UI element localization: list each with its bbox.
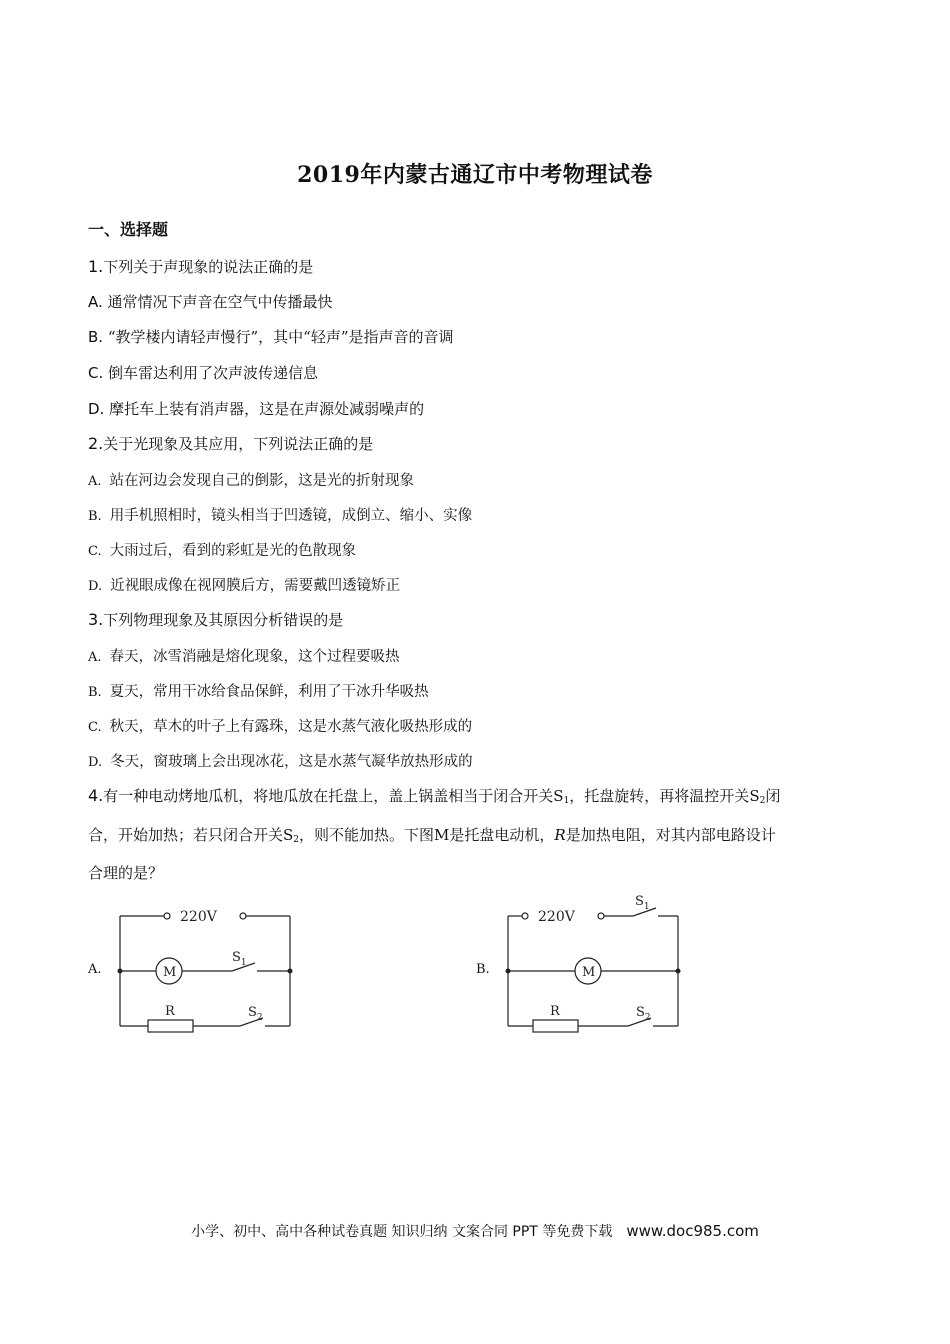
q3-option-b[interactable] <box>88 680 429 701</box>
option-text: 倒车雷达利用了次声波传递信息 <box>108 364 319 382</box>
switch-symbol: S <box>283 826 294 844</box>
question-text: ，则不能加热。下图 <box>299 826 435 844</box>
option-text: 站在河边会发现自己的倒影，这是光的折射现象 <box>109 473 415 489</box>
question-4-stem-line-2 <box>88 824 776 845</box>
section-heading: 一、选择题 <box>88 220 169 239</box>
option-label: D. <box>88 755 103 770</box>
resistor-label: R <box>165 1004 175 1019</box>
question-number: 4. <box>88 786 104 805</box>
question-number: 3. <box>88 610 104 629</box>
question-2-stem <box>88 433 373 454</box>
option-text: 近视眼成像在视网膜后方，需要戴凹透镜矫正 <box>110 578 401 594</box>
option-text: 夏天，常用干冰给食品保鲜，利用了干冰升华吸热 <box>109 684 429 700</box>
option-text: 冬天，窗玻璃上会出现冰花，这是水蒸气凝华放热形成的 <box>110 754 473 770</box>
question-text: ，托盘旋转，再将温控开关 <box>569 787 750 805</box>
motor-label: M <box>163 965 177 980</box>
footer-link[interactable]: www.doc985.com <box>626 1222 759 1240</box>
q1-option-a[interactable] <box>88 291 333 312</box>
question-text: 是托盘电动机， <box>449 826 555 844</box>
option-label: B. <box>88 328 104 346</box>
q3-option-a[interactable] <box>88 645 400 666</box>
switch-s1-label: $S_1$ <box>635 894 650 912</box>
voltage-label: 220V <box>180 909 217 925</box>
option-text: 摩托车上装有消声器，这是在声源处减弱噪声的 <box>109 400 425 418</box>
switch-s2-label: $S_2$ <box>636 1005 651 1023</box>
motor-label: M <box>582 965 596 980</box>
question-text: 合，开始加热；若只闭合开关 <box>88 826 284 844</box>
switch-symbol: S <box>749 787 760 805</box>
question-3-stem <box>88 609 343 630</box>
q1-option-d[interactable] <box>88 398 424 419</box>
motor-symbol: M <box>434 826 450 844</box>
page-footer <box>0 1221 950 1241</box>
option-label: C. <box>88 544 102 559</box>
question-text: 下列关于声现象的说法正确的是 <box>103 258 314 276</box>
option-label: D. <box>88 579 103 594</box>
option-label: A. <box>88 474 102 489</box>
question-number: 1. <box>88 257 104 276</box>
q2-option-b[interactable] <box>88 504 472 525</box>
question-text: 有一种电动烤地瓜机，将地瓜放在托盘上，盖上锅盖相当于闭合开关 <box>103 787 554 805</box>
question-text: 是加热电阻，对其内部电路设计 <box>565 826 776 844</box>
option-text: 大雨过后，看到的彩虹是光的色散现象 <box>109 543 357 559</box>
resistor-symbol: R <box>554 826 566 844</box>
q1-option-b[interactable] <box>88 326 454 347</box>
question-text: 下列物理现象及其原因分析错误的是 <box>103 611 344 629</box>
voltage-label: 220V <box>538 909 575 925</box>
option-label: C. <box>88 720 102 735</box>
option-label: B. <box>88 509 102 524</box>
subscript: 1 <box>563 796 570 806</box>
subscript: 2 <box>293 835 300 845</box>
option-text: 秋天，草木的叶子上有露珠，这是水蒸气液化吸热形成的 <box>109 719 473 735</box>
circuit-diagram-b <box>498 888 698 1040</box>
circuit-a-label[interactable]: A. <box>88 962 102 977</box>
subscript: 2 <box>759 796 766 806</box>
question-text: 关于光现象及其应用，下列说法正确的是 <box>103 435 374 453</box>
question-4-stem-line-1 <box>88 785 780 806</box>
page-title: 2019年内蒙古通辽市中考物理试卷 <box>297 162 653 188</box>
option-label: B. <box>88 685 102 700</box>
question-text: 闭 <box>765 787 781 805</box>
question-1-stem <box>88 256 313 277</box>
q3-option-d[interactable] <box>88 750 473 771</box>
q2-option-a[interactable] <box>88 469 414 490</box>
q3-option-c[interactable] <box>88 715 472 736</box>
q1-option-c[interactable] <box>88 362 318 383</box>
question-number: 2. <box>88 434 104 453</box>
footer-text: 小学、初中、高中各种试卷真题 知识归纳 文案合同 PPT 等免费下载 <box>191 1224 613 1240</box>
resistor-label: R <box>550 1004 560 1019</box>
circuit-b-label[interactable]: B. <box>476 962 490 977</box>
q2-option-c[interactable] <box>88 539 356 560</box>
option-label: C. <box>88 364 104 382</box>
option-text: 春天，冰雪消融是熔化现象，这个过程要吸热 <box>109 649 400 665</box>
option-label: A. <box>88 293 103 311</box>
option-label: D. <box>88 400 105 418</box>
option-text: 用手机照相时，镜头相当于凹透镜，成倒立、缩小、实像 <box>109 508 473 524</box>
option-text: “教学楼内请轻声慢行”，其中“轻声”是指声音的音调 <box>107 328 454 346</box>
switch-s1-label: $S_1$ <box>232 950 247 968</box>
option-text: 通常情况下声音在空气中传播最快 <box>107 293 333 311</box>
question-4-stem-line-3: 合理的是？ <box>88 864 164 882</box>
switch-symbol: S <box>553 787 564 805</box>
circuit-diagram-a <box>110 900 310 1040</box>
q2-option-d[interactable] <box>88 574 400 595</box>
option-label: A. <box>88 650 102 665</box>
switch-s2-label: $S_2$ <box>248 1005 263 1023</box>
